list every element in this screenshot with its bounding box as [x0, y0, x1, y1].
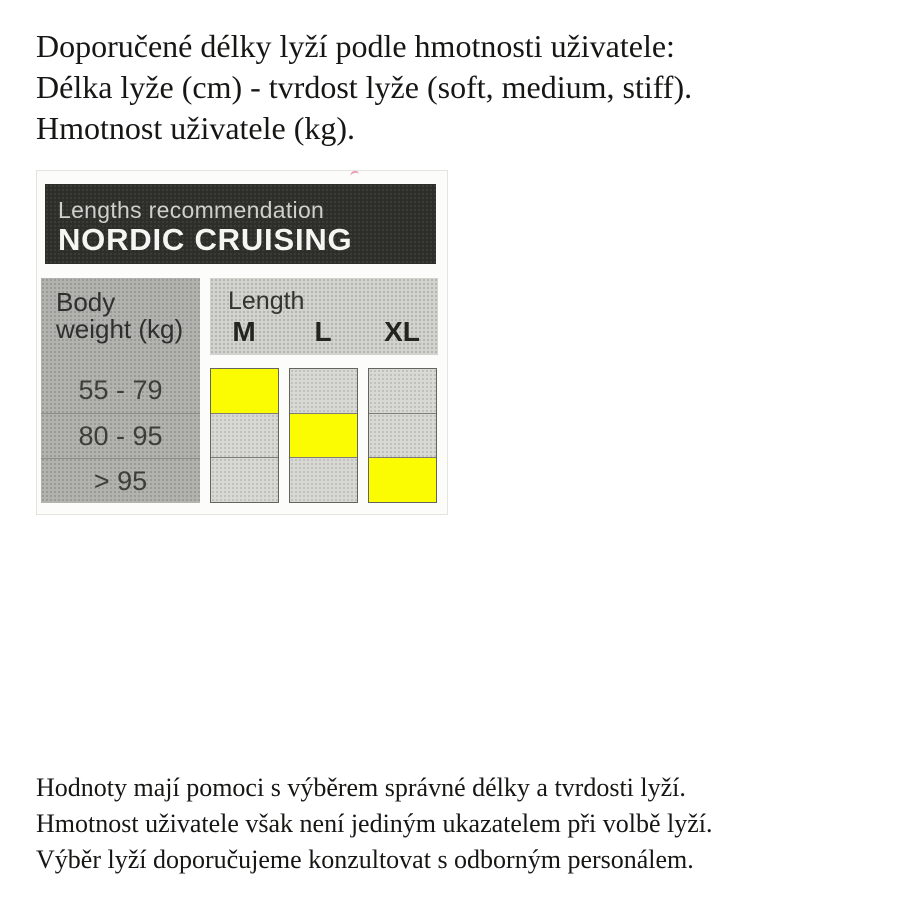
intro-line-2: Délka lyže (cm) - tvrdost lyže (soft, medium, stiff). — [36, 69, 693, 105]
size-label-l: L — [314, 316, 332, 347]
cell-xl-row1 — [369, 369, 436, 413]
cell-l-row2-highlighted — [290, 413, 357, 458]
intro-line-1: Doporučené délky lyží podle hmotnosti uživatele: — [36, 28, 675, 64]
column-l — [289, 368, 358, 503]
cell-xl-row2 — [369, 413, 436, 458]
body-weight-column — [41, 278, 200, 503]
cell-xl-row3-highlighted — [369, 457, 436, 502]
cell-m-row3 — [211, 457, 278, 502]
cell-l-row1 — [290, 369, 357, 413]
length-header — [210, 278, 438, 355]
length-label: Length — [228, 287, 305, 315]
footer-line-2: Hmotnost uživatele však není jediným ukazatelem při volbě lyží. — [36, 809, 713, 838]
intro-line-3: Hmotnost uživatele (kg). — [36, 110, 356, 146]
intro-text — [36, 26, 692, 149]
size-label-m: M — [232, 316, 256, 347]
body-weight-header: Body weight (kg) — [56, 287, 184, 344]
size-label-xl: XL — [384, 316, 420, 347]
figure-title: NORDIC CRUISING — [58, 222, 353, 257]
weight-row-80-95: 80 - 95 — [41, 413, 200, 458]
figure-subtitle: Lengths recommendation — [58, 197, 325, 223]
weight-row-gt-95: > 95 — [41, 458, 200, 503]
footer-text — [36, 770, 713, 878]
footer-line-1: Hodnoty mají pomoci s výběrem správné délky a tvrdosti lyží. — [36, 773, 686, 802]
cell-m-row2 — [211, 413, 278, 458]
cell-l-row3 — [290, 457, 357, 502]
footer-line-3: Výběr lyží doporučujeme konzultovat s odborným personálem. — [36, 845, 694, 874]
column-xl — [368, 368, 437, 503]
figure-title-bar — [45, 184, 436, 264]
weight-row-55-79: 55 - 79 — [78, 375, 163, 405]
column-m — [210, 368, 279, 503]
cell-m-row1-highlighted — [211, 369, 278, 413]
length-recommendation-figure — [36, 170, 448, 515]
